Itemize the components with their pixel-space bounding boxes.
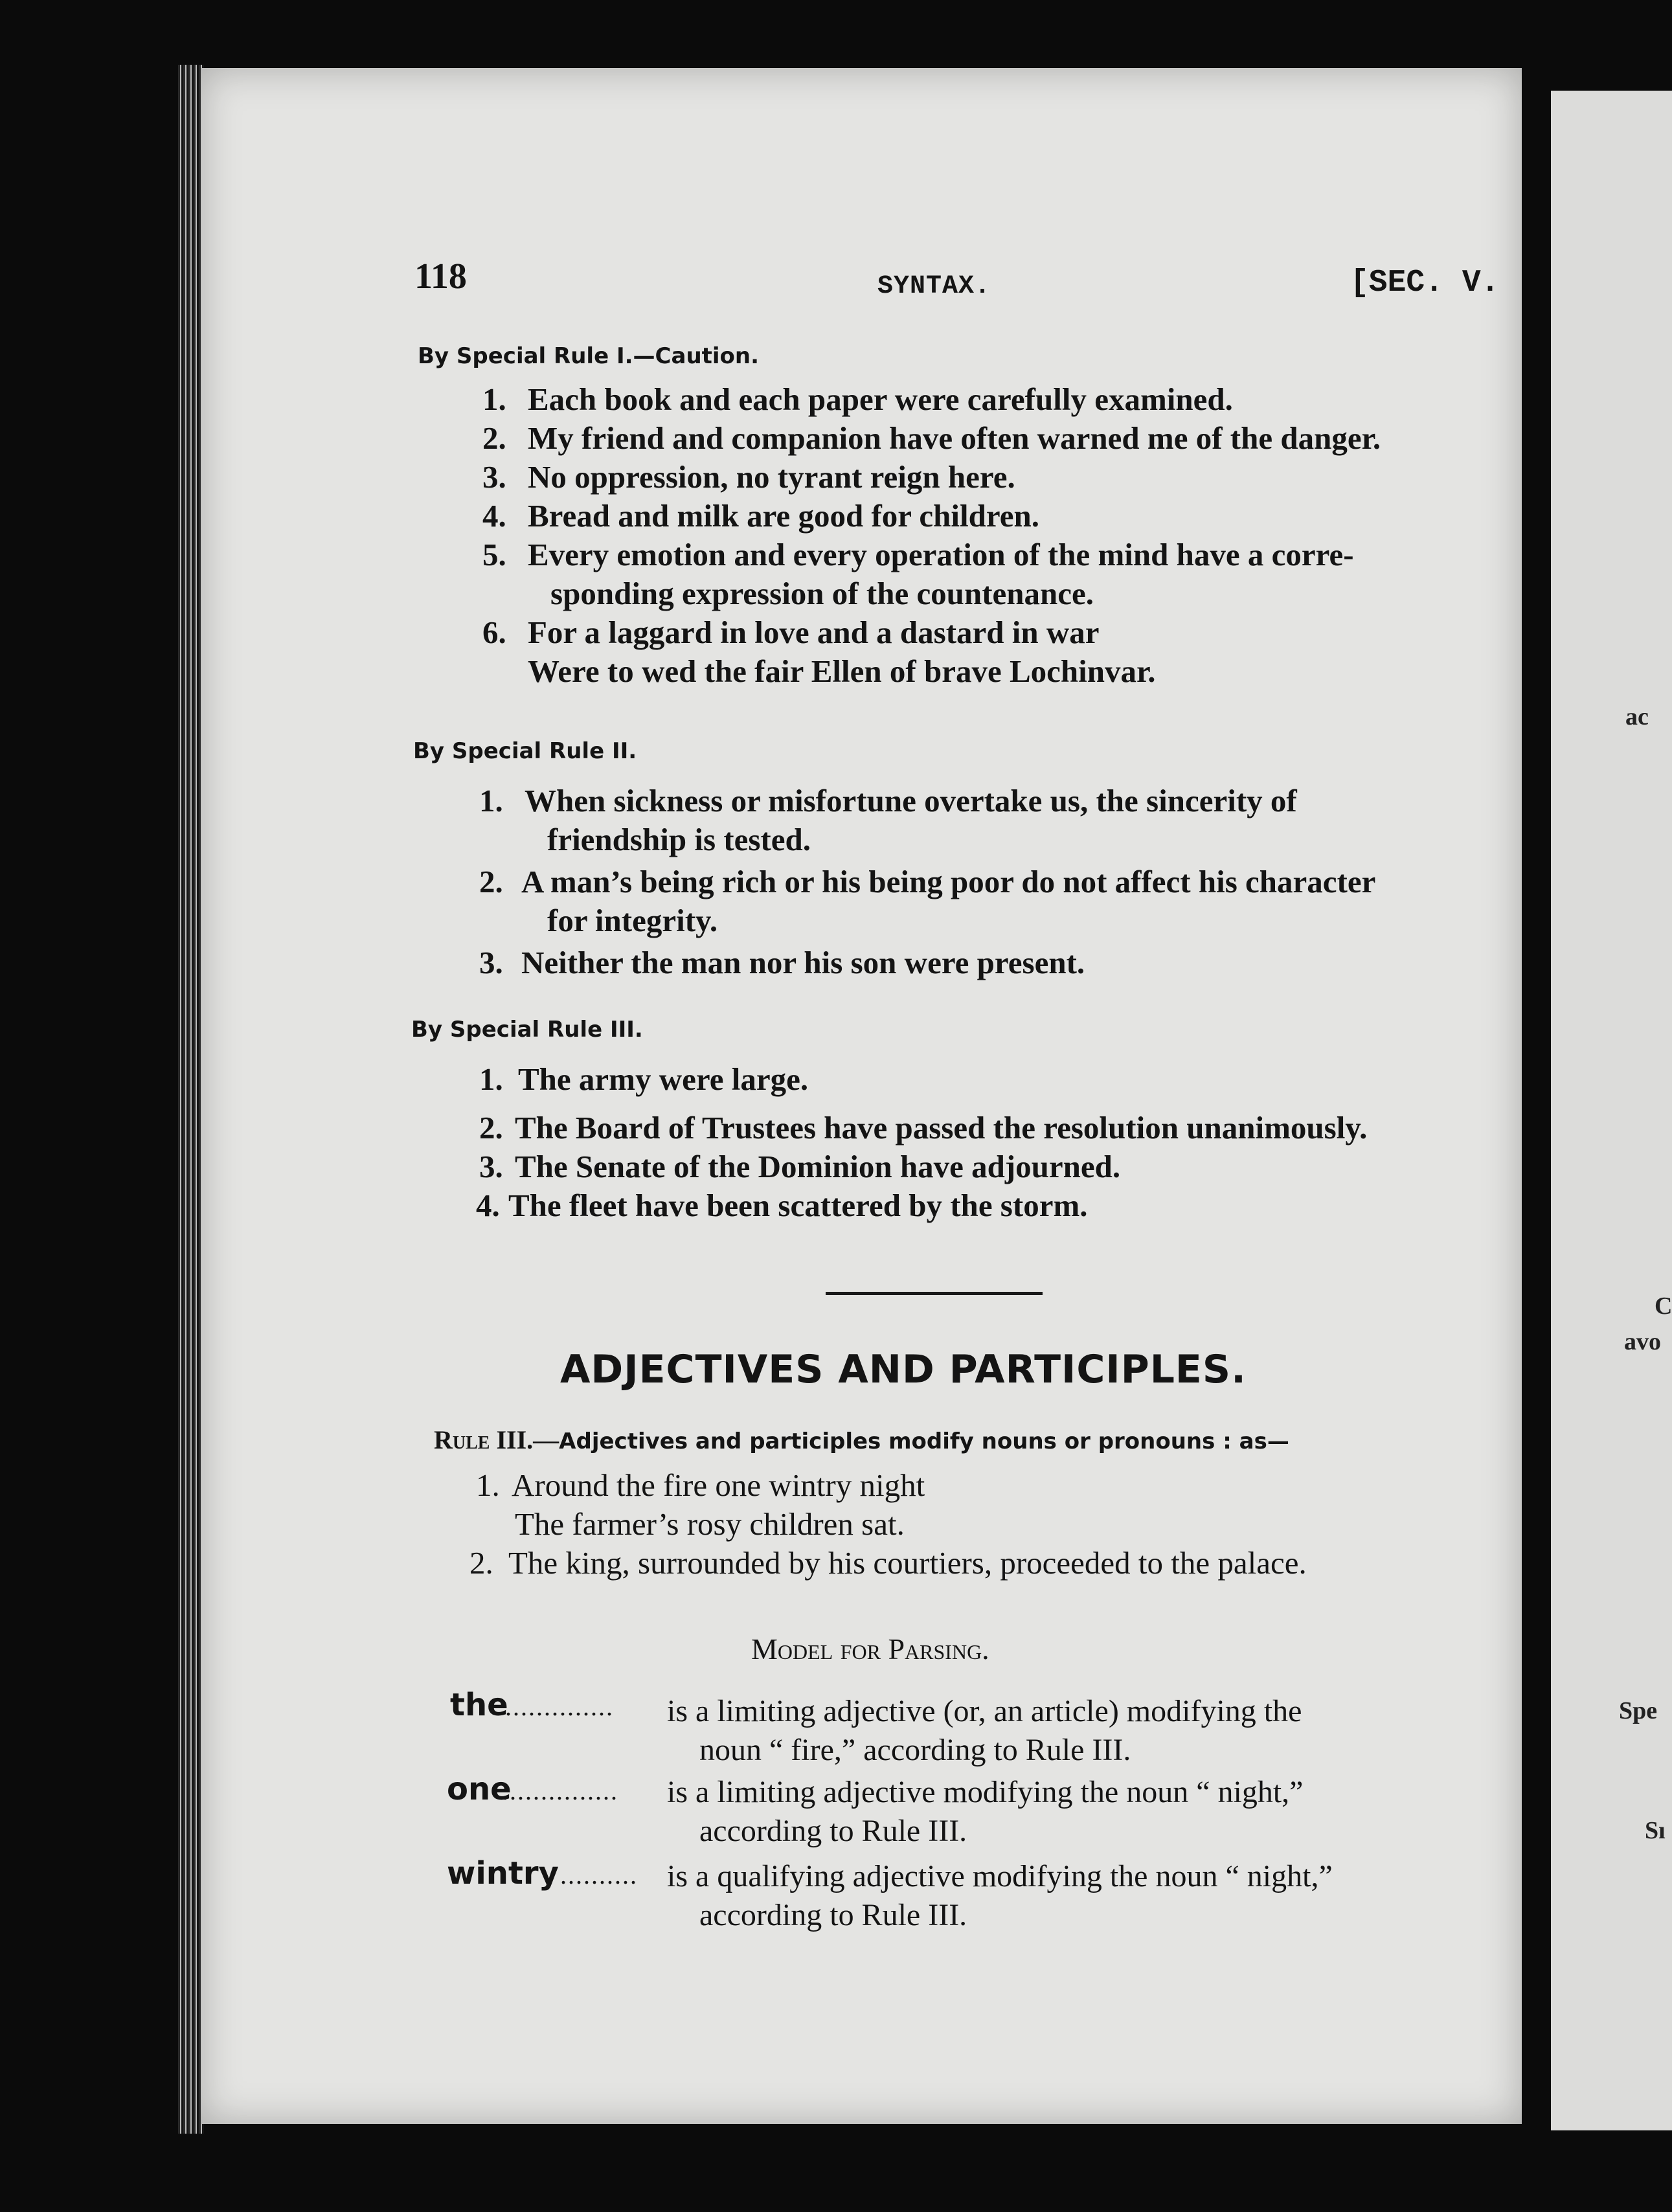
item-number: 4. xyxy=(476,1188,500,1223)
item-text-continued: friendship is tested. xyxy=(547,822,811,857)
item-number: 3. xyxy=(479,1149,503,1184)
item-text: The fleet have been scattered by the storm. xyxy=(508,1188,1088,1223)
item-text: The Senate of the Dominion have adjourned. xyxy=(515,1149,1121,1184)
example-number: 1. xyxy=(476,1467,500,1503)
running-title: SYNTAX. xyxy=(877,272,991,301)
item-number: 3. xyxy=(479,945,503,980)
example-text: The king, surrounded by his courtiers, proceeded to the palace. xyxy=(508,1545,1307,1581)
parsing-term: wintry xyxy=(447,1855,559,1891)
rule-label: Rule III.— xyxy=(434,1425,559,1454)
parsing-term: the xyxy=(450,1687,508,1723)
item-text: Every emotion and every operation of the mind have a corre- xyxy=(528,537,1354,572)
parsing-leader: .......... xyxy=(560,1860,638,1890)
parsing-leader: ............... xyxy=(502,1776,618,1805)
item-number: 2. xyxy=(479,1110,503,1146)
model-heading: Model for Parsing. xyxy=(751,1632,989,1665)
next-page-fragment: C xyxy=(1655,1292,1672,1320)
parsing-description: is a limiting adjective (or, an article) modifying the xyxy=(667,1694,1302,1728)
parsing-description-continued: noun “ fire,” according to Rule III. xyxy=(699,1733,1131,1767)
section-divider xyxy=(826,1292,1043,1295)
example-text-continued: The farmer’s rosy children sat. xyxy=(515,1506,905,1542)
next-page-fragment: Spe xyxy=(1619,1697,1658,1724)
item-number: 3. xyxy=(482,459,506,495)
item-number: 5. xyxy=(482,537,506,572)
page-number: 118 xyxy=(414,256,467,297)
item-text: For a laggard in love and a dastard in war xyxy=(528,615,1100,650)
item-text: The army were large. xyxy=(518,1061,809,1097)
group-heading: By Special Rule III. xyxy=(411,1017,643,1043)
example-number: 2. xyxy=(469,1545,493,1581)
item-text-continued: sponding expression of the countenance. xyxy=(550,576,1094,611)
section-title: ADJECTIVES AND PARTICIPLES. xyxy=(560,1347,1247,1392)
rule-statement xyxy=(434,1425,1289,1455)
next-page-fragment: avo xyxy=(1624,1328,1661,1355)
item-text: The Board of Trustees have passed the resolution unanimously. xyxy=(515,1110,1368,1146)
item-number: 2. xyxy=(482,420,506,456)
item-text: A man’s being rich or his being poor do not affect his character xyxy=(521,864,1376,899)
item-text-continued: Were to wed the fair Ellen of brave Lochinvar. xyxy=(528,653,1156,689)
parsing-leader: .............. xyxy=(505,1692,614,1721)
item-text: My friend and companion have often warned me of the danger. xyxy=(528,420,1381,456)
item-number: 1. xyxy=(479,783,503,818)
example-text: Around the fire one wintry night xyxy=(512,1467,925,1503)
section-marker: [SEC. V. xyxy=(1350,265,1500,300)
parsing-term: one xyxy=(447,1771,512,1807)
item-number: 1. xyxy=(482,381,506,417)
item-text: Bread and milk are good for children. xyxy=(528,498,1039,534)
group-heading: By Special Rule II. xyxy=(413,738,637,764)
item-text: When sickness or misfortune overtake us, the sincerity of xyxy=(525,783,1297,818)
parsing-description-continued: according to Rule III. xyxy=(699,1898,967,1932)
item-text: No oppression, no tyrant reign here. xyxy=(528,459,1015,495)
group-heading: By Special Rule I.—Caution. xyxy=(418,343,760,369)
parsing-description-continued: according to Rule III. xyxy=(699,1814,967,1848)
item-text: Each book and each paper were carefully examined. xyxy=(528,381,1233,417)
rule-text: Adjectives and participles modify nouns or pronouns : as— xyxy=(559,1428,1289,1454)
item-number: 4. xyxy=(482,498,506,534)
item-number: 2. xyxy=(479,864,503,899)
parsing-description: is a limiting adjective modifying the noun “ night,” xyxy=(667,1775,1304,1809)
item-text: Neither the man nor his son were present. xyxy=(521,945,1085,980)
item-number: 6. xyxy=(482,615,506,650)
page-edges xyxy=(178,65,204,2134)
item-number: 1. xyxy=(479,1061,503,1097)
parsing-description: is a qualifying adjective modifying the noun “ night,” xyxy=(667,1859,1333,1893)
next-page-fragment: Sı xyxy=(1645,1817,1666,1844)
next-page-fragment: ac xyxy=(1625,703,1649,730)
item-text-continued: for integrity. xyxy=(547,903,718,938)
